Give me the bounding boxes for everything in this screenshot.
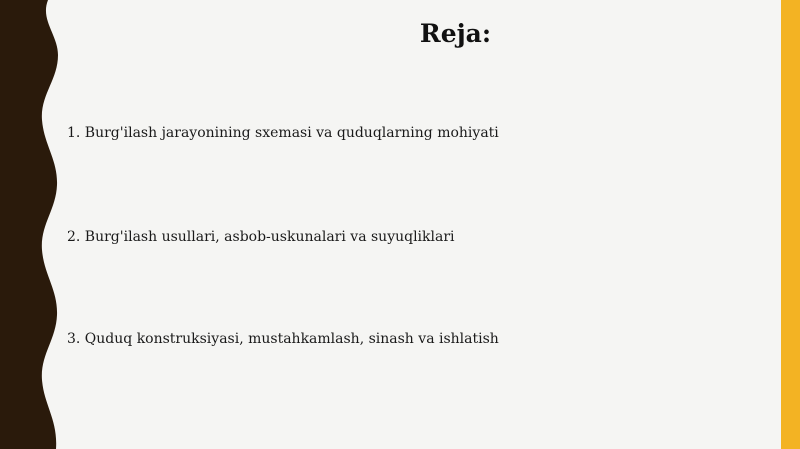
plan-item-3: 3. Quduq konstruksiyasi, mustahkamlash, sinash va ishlatish [67, 331, 499, 347]
right-accent-bar [781, 0, 800, 449]
left-wavy-border [0, 0, 64, 449]
slide-title: Reja: [419, 19, 492, 48]
plan-item-2: 2. Burg'ilash usullari, asbob-uskunalari va suyuqliklari [67, 229, 455, 245]
plan-item-1: 1. Burg'ilash jarayonining sxemasi va quduqlarning mohiyati [67, 125, 499, 141]
